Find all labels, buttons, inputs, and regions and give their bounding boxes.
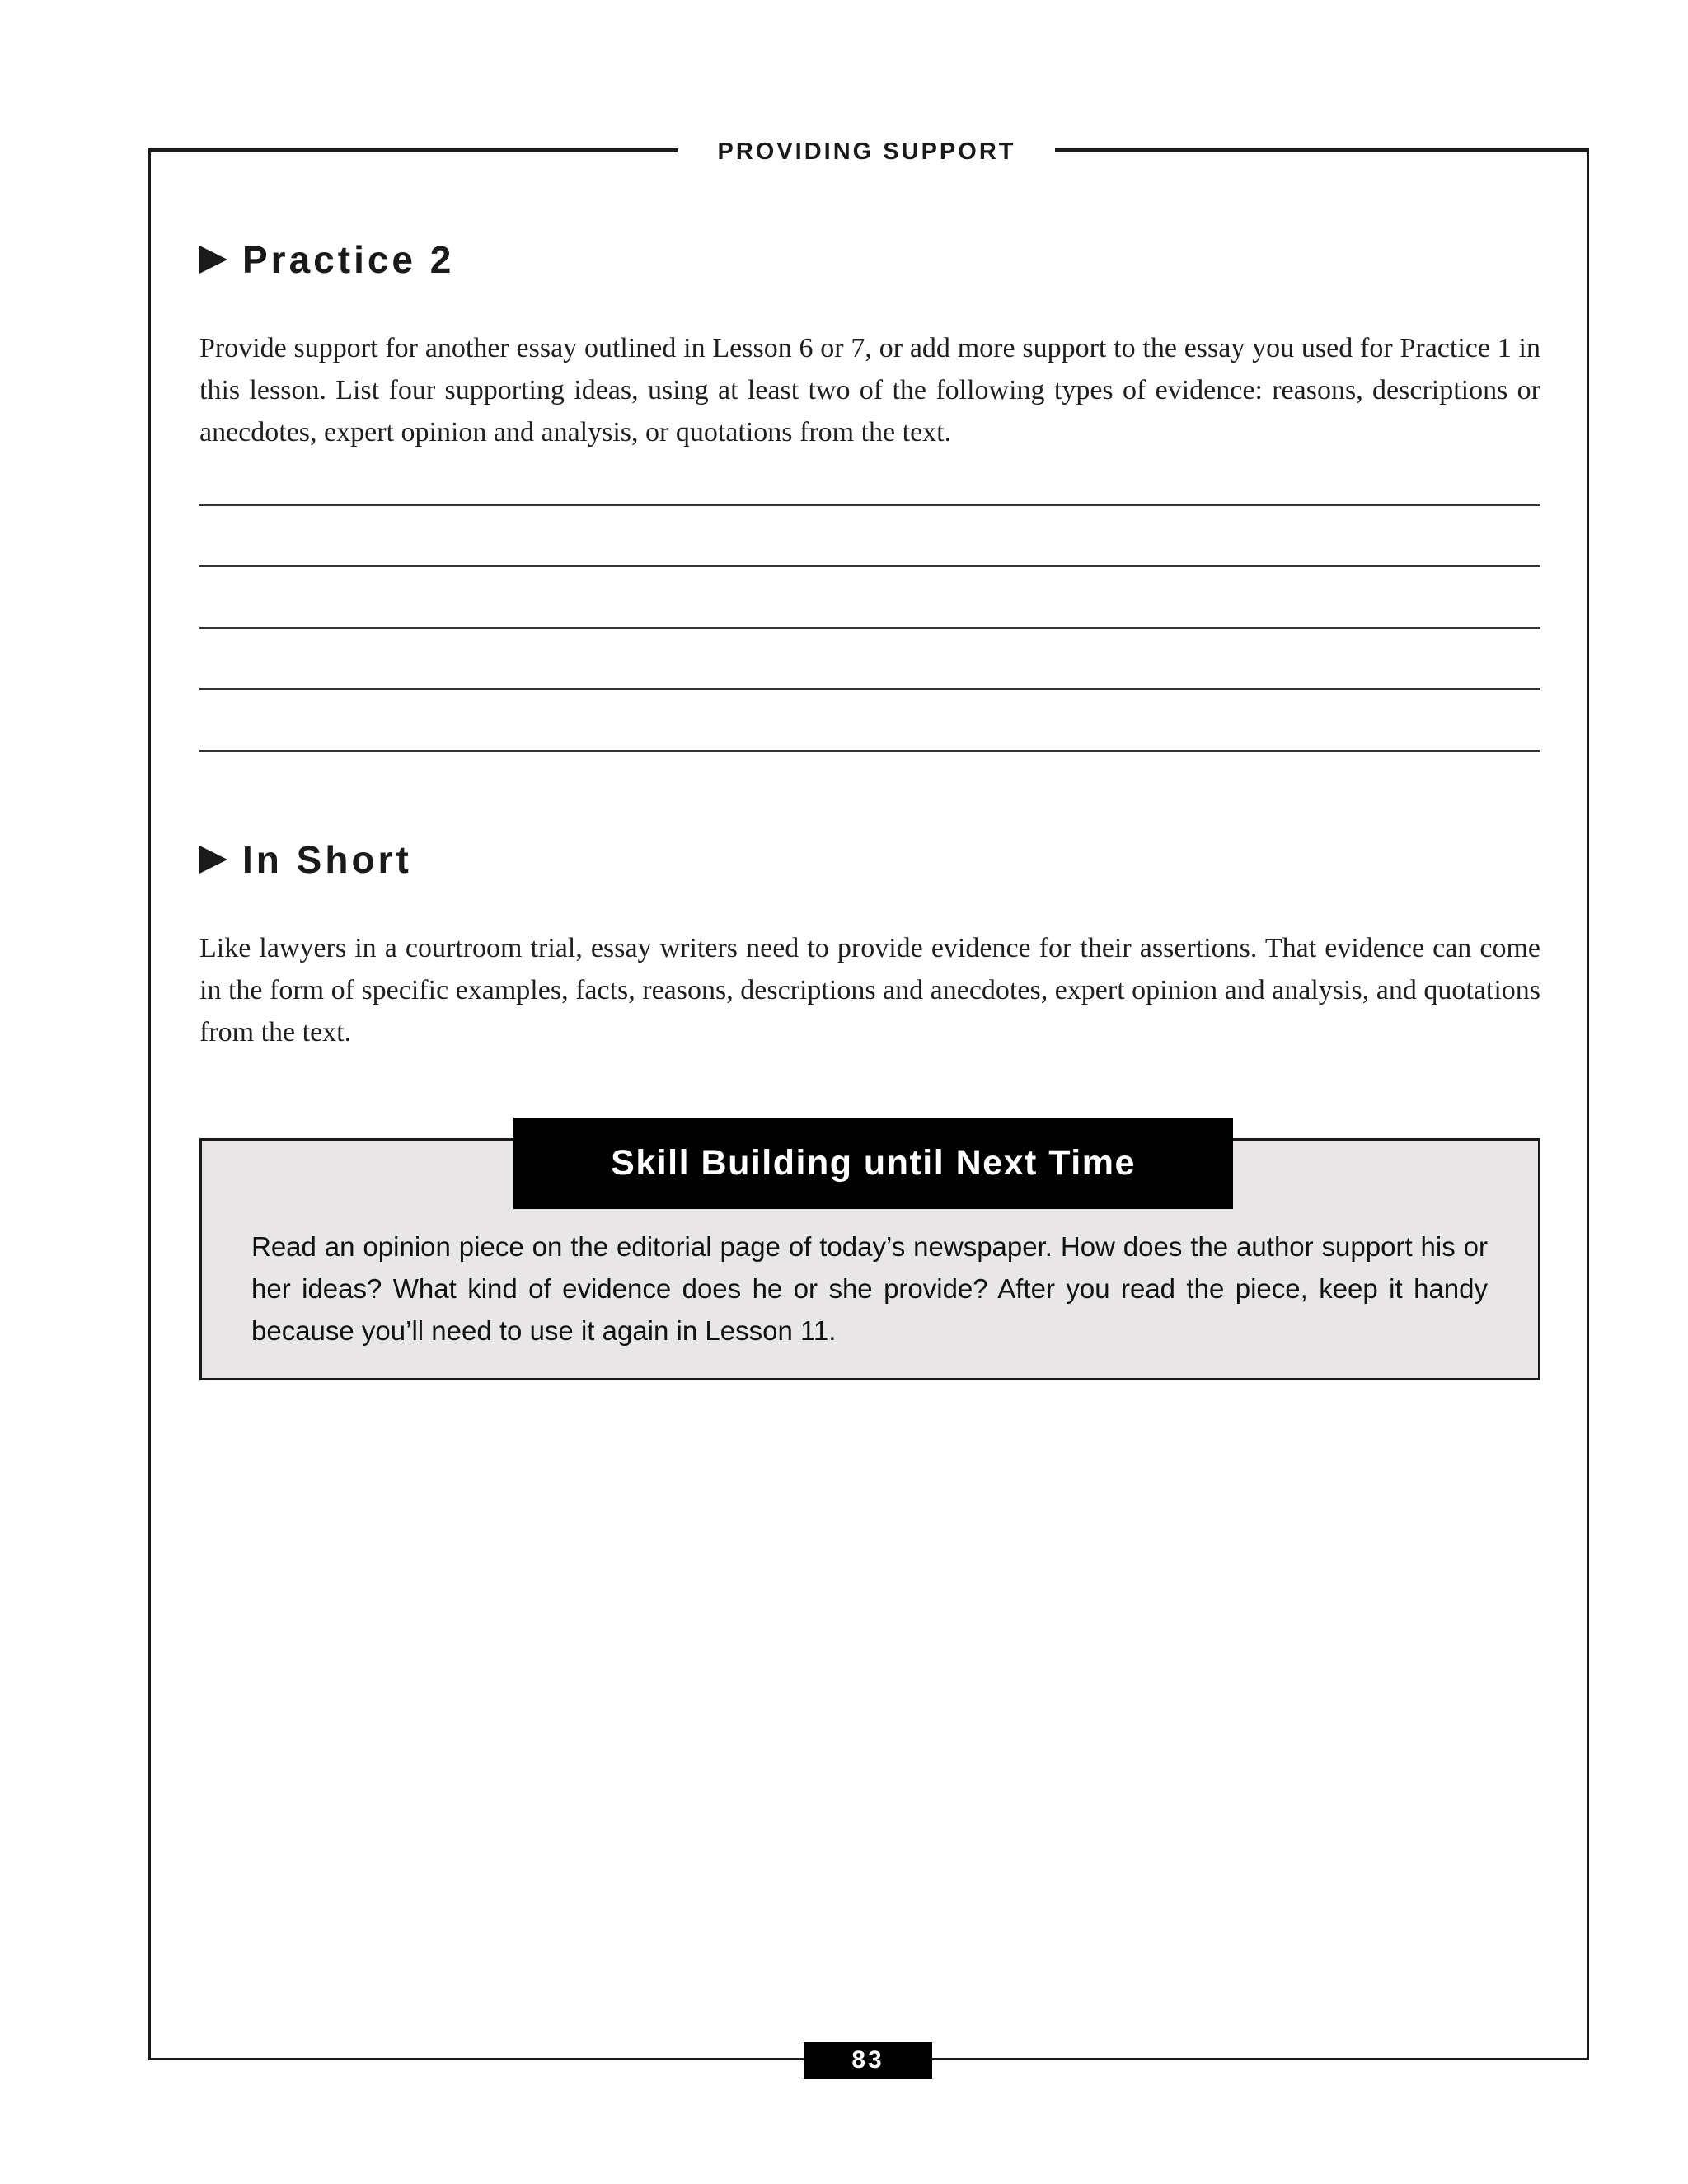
- skill-building-title: Skill Building until Next Time: [513, 1118, 1233, 1209]
- practice-heading-text: Practice 2: [242, 238, 455, 281]
- triangle-right-icon: [199, 846, 227, 874]
- in-short-heading-text: In Short: [242, 838, 412, 881]
- answer-line[interactable]: [199, 688, 1540, 690]
- header-rule-right: [1055, 148, 1589, 152]
- in-short-heading: [199, 837, 412, 882]
- answer-line[interactable]: [199, 750, 1540, 752]
- running-head: PROVIDING SUPPORT: [717, 138, 1016, 165]
- skill-building-text: Read an opinion piece on the editorial page of today’s newspaper. How does the author support his or her ideas? What kind of evidence does he or she provide? After you read the piece, keep it handy because you’ll need to use it again in Lesson 11.: [251, 1231, 1488, 1346]
- answer-line[interactable]: [199, 627, 1540, 629]
- header-rule-left: [148, 148, 678, 152]
- answer-line[interactable]: [199, 565, 1540, 567]
- answer-line[interactable]: [199, 504, 1540, 506]
- practice-instructions: Provide support for another essay outlined in Lesson 6 or 7, or add more support to the essay you used for Practice 1 in this lesson. List four supporting ideas, using at least two of the following types of evidence: reasons, descriptions or anecdotes, expert opinion and analysis, or quotations from the text.: [199, 333, 1540, 448]
- practice-heading: [199, 237, 454, 282]
- page-number: 83: [804, 2042, 932, 2079]
- triangle-right-icon: [199, 246, 227, 274]
- in-short-text: Like lawyers in a courtroom trial, essay writers need to provide evidence for their assertions. That evidence can come in the form of specific examples, facts, reasons, descriptions and anecdotes, expert opinion and analysis, and quotations from the text.: [199, 933, 1540, 1047]
